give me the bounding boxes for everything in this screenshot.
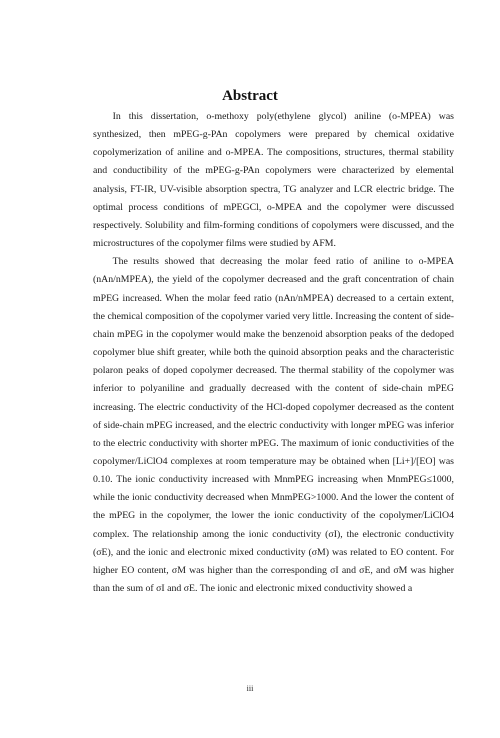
abstract-body (93, 108, 454, 598)
abstract-paragraph-2: The results showed that decreasing the molar feed ratio of aniline to o-MPEA (nAn/nMPEA), the yield of the copolymer decreased and the graft concentration of chain mPEG increased. When the molar feed ratio (nAn/nMPEA) decreased to a certain extent, the chemical composition of the copolymer varied very little. Increasing the content of side-chain mPEG in the copolymer would make the benzenoid absorption peaks of the dedoped copolymer blue shift greater, while both the quinoid absorption peaks and the characteristic polaron peaks of doped copolymer decreased. The thermal stability of the copolymer was inferior to polyaniline and gradually decreased with the content of side-chain mPEG increasing. The electric conductivity of the HCl-doped copolymer decreased as the content of side-chain mPEG increased, and the electric conductivity with longer mPEG was inferior to the electric conductivity with shorter mPEG. The maximum of ionic conductivities of the copolymer/LiClO4 complexes at room temperature may be obtained when [Li+]/[EO] was 0.10. The ionic conductivity increased with MnmPEG increasing when MnmPEG≤1000, while the ionic conductivity decreased when MnmPEG>1000. And the lower the content of the mPEG in the copolymer, the lower the ionic conductivity of the copolymer/LiClO4 complex. The relationship among the ionic conductivity (σI), the electronic conductivity (σE), and the ionic and electronic mixed conductivity (σM) was related to EO content. For higher EO content, σM was higher than the corresponding σI and σE, and σM was higher than the sum of σI and σE. The ionic and electronic mixed conductivity showed a (93, 256, 454, 595)
page-number: iii (246, 684, 254, 693)
abstract-title: Abstract (222, 88, 278, 104)
abstract-paragraph-1: In this dissertation, o-methoxy poly(ethylene glycol) aniline (o-MPEA) was synthesized, then mPEG-g-PAn copolymers were prepared by chemical oxidative copolymerization of aniline and o-MPEA. The compositions, structures, thermal stability and conductibility of the mPEG-g-PAn copolymers were characterized by elemental analysis, FT-IR, UV-visible absorption spectra, TG analyzer and LCR electric bridge. The optimal process conditions of mPEGCl, o-MPEA and the copolymer were discussed respectively. Solubility and film-forming conditions of copolymers were discussed, and the microstructures of the copolymer films were studied by AFM. (93, 111, 454, 250)
